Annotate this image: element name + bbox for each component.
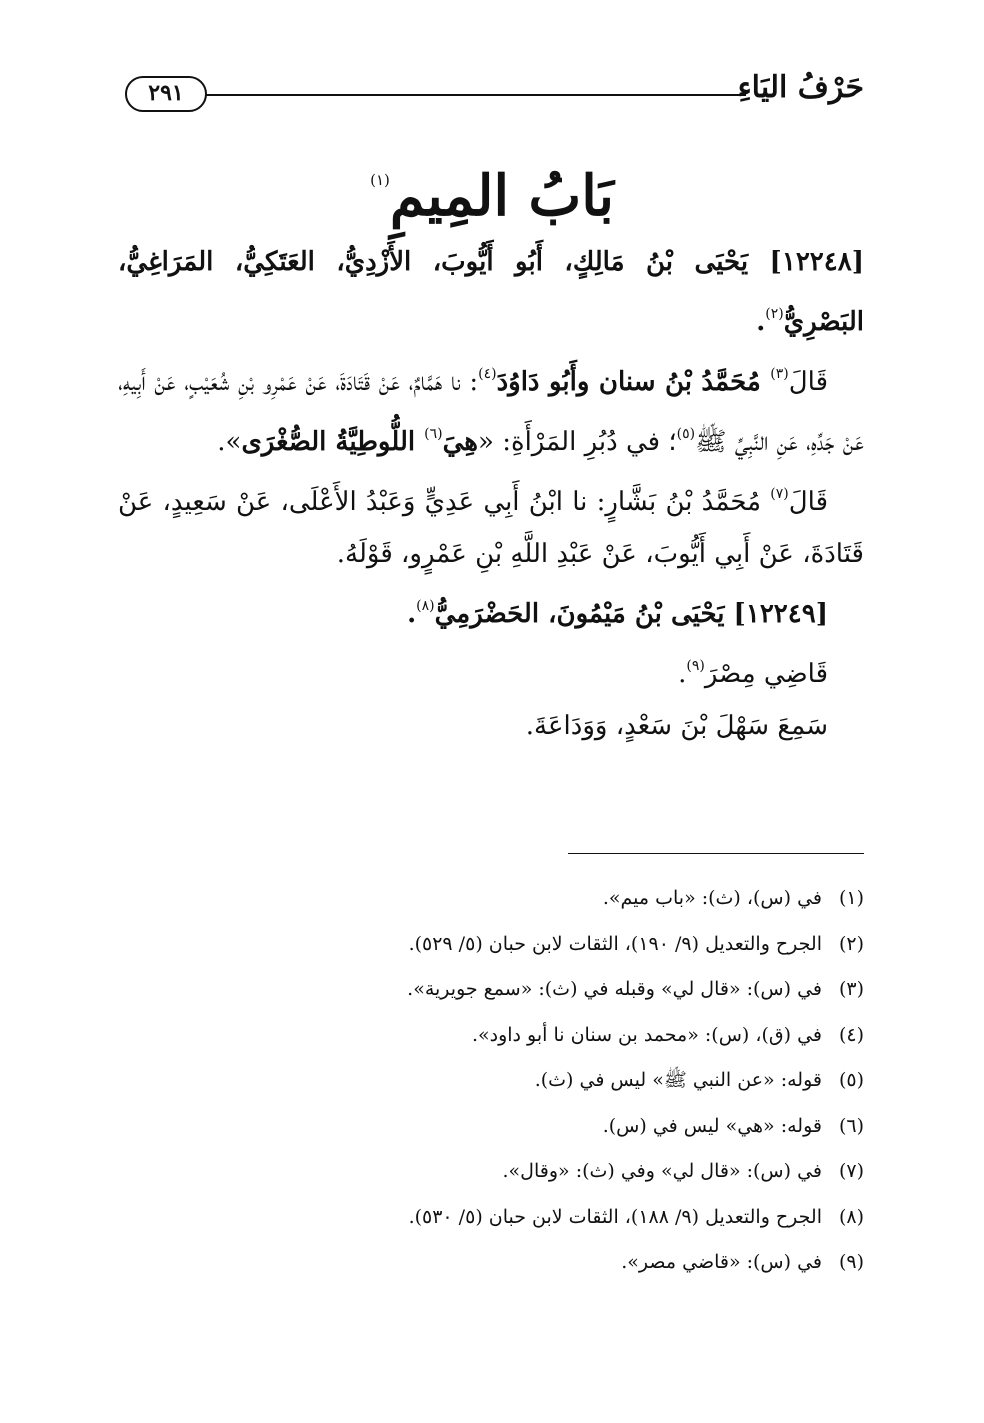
chapter-title-text: بَابُ المِيمِ — [389, 163, 614, 229]
footnote-number: (٧) — [838, 1160, 864, 1182]
footnote-ref[interactable]: (٧) — [770, 486, 789, 502]
footnote-item — [118, 1240, 864, 1286]
footnote-text: قوله: «هي» ليس في (س). — [602, 1114, 822, 1137]
main-text — [118, 236, 864, 752]
footnote-text: الجرح والتعديل (٩/ ١٨٨)، الثقات لابن حبان (٥/ ٥٣٠). — [408, 1205, 822, 1228]
footnote-item — [118, 1013, 864, 1059]
hadith-text: اللُّوطِيَّةُ الصُّغْرَى — [241, 427, 425, 457]
footnote-text: في (س)، (ث): «باب ميم». — [602, 887, 822, 909]
text-segment: قَاضِي مِصْرَ — [704, 659, 828, 689]
text-segment: ». — [217, 427, 242, 457]
narrator-name: مُحَمَّدُ بْنُ سنان وأَبُو دَاوُدَ — [496, 367, 771, 397]
footnote-text: في (س): «قاضي مصر». — [621, 1251, 822, 1273]
footnotes-list — [118, 876, 864, 1286]
page-number-badge — [125, 76, 207, 112]
page-number: ٢٩١ — [148, 80, 184, 106]
footnote-ref[interactable]: (٥) — [676, 426, 696, 442]
text-segment: : نا هَمَّامٌ، عَنْ قَتَادَةَ، عَنْ عَمْرِو بْنِ شُعَيْبٍ، عَنْ أَبِيهِ، عَنْ جَدِّهِ، عَنِ النَّبِيِّ ﷺ — [118, 367, 864, 457]
footnote-number: (٥) — [838, 1069, 864, 1091]
footnote-text: في (س): «قال لي» وقبله في (ث): «سمع جويرية». — [407, 978, 822, 1000]
footnote-text: الجرح والتعديل (٩/ ١٩٠)، الثقات لابن حبان (٥/ ٥٢٩). — [408, 932, 822, 955]
footnote-ref[interactable]: (٤) — [478, 366, 497, 382]
footnote-text: قوله: «عن النبي ﷺ» ليس في (ث). — [534, 1069, 822, 1091]
header-rule — [203, 94, 746, 96]
footnote-item — [118, 1058, 864, 1104]
hadith-text: هِيَ — [442, 427, 479, 457]
footnote-number: (٢) — [838, 932, 864, 955]
text-segment: سَمِعَ سَهْلَ بْنَ سَعْدٍ، وَوَدَاعَةَ. — [525, 711, 828, 741]
narration-paragraph — [118, 348, 864, 468]
entry-heading: [١٢٢٤٨] يَحْيَى بْنُ مَالِكٍ، أَبُو أَيُّوبَ، الأَزْدِيُّ، العَتَكِيُّ، المَرَاغِيُّ، البَصْرِيُّ$^{(٢)}$. — [118, 247, 864, 337]
page-header — [125, 66, 864, 124]
footnote-item — [118, 1195, 864, 1241]
footnote-ref[interactable]: (١) — [370, 171, 390, 189]
footnote-item — [118, 967, 864, 1013]
footnote-ref[interactable]: (٨) — [416, 598, 435, 614]
footnote-number: (١) — [838, 887, 864, 909]
entry-heading-text: [١٢٢٤٨] يَحْيَى بْنُ مَالِكٍ، أَبُو أَيُّوبَ، الأَزْدِيُّ، العَتَكِيُّ، المَرَاغِيُّ، البَصْرِيُّ — [118, 247, 864, 337]
footnote-number: (٨) — [838, 1205, 864, 1228]
footnote-ref[interactable]: (٩) — [686, 658, 705, 674]
footnote-number: (٣) — [838, 978, 864, 1000]
footnote-item — [118, 922, 864, 968]
footnote-number: (٦) — [838, 1114, 864, 1137]
text-segment: ؛ في دُبُرِ المَرْأَةِ: « — [478, 427, 677, 457]
footnote-text: في (ق)، (س): «محمد بن سنان نا أبو داود». — [471, 1023, 822, 1046]
footnote-ref[interactable]: (٢) — [765, 306, 784, 322]
text-segment: قَالَ — [788, 367, 828, 397]
footnote-number: (٤) — [838, 1023, 864, 1046]
footnote-item — [118, 1149, 864, 1195]
entry-line — [118, 640, 864, 700]
footnote-text: في (س): «قال لي» وفي (ث): «وقال». — [502, 1160, 822, 1182]
entry-line — [118, 700, 864, 752]
text-segment: . — [678, 659, 687, 689]
footnote-ref[interactable]: (٦) — [424, 426, 443, 442]
footnote-item — [118, 876, 864, 922]
narration-paragraph — [118, 468, 864, 580]
footnote-separator — [568, 853, 864, 854]
text-segment: مُحَمَّدُ بْنُ بَشَّارٍ: نا ابْنُ أَبِي عَدِيٍّ وَعَبْدُ الأَعْلَى، عَنْ سَعِيدٍ، عَنْ قَتَادَةَ، عَنْ أَبِي أَيُّوبَ، عَنْ عَبْدِ اللَّهِ بْنِ عَمْرٍو، قَوْلَهُ. — [118, 487, 864, 569]
text-segment: قَالَ — [788, 487, 828, 517]
chapter-title — [0, 140, 984, 236]
entry-heading: [١٢٢٤٩] يَحْيَى بْنُ مَيْمُونَ، الحَضْرَمِيُّ$^{(٨)}$. — [407, 598, 828, 629]
footnote-ref[interactable]: (٣) — [770, 366, 789, 382]
entry-heading-text: [١٢٢٤٩] يَحْيَى بْنُ مَيْمُونَ، الحَضْرَمِيُّ — [434, 599, 828, 629]
footnote-item — [118, 1104, 864, 1150]
footnote-number: (٩) — [838, 1251, 864, 1273]
running-head: حَرْفُ اليَاءِ — [737, 70, 864, 105]
